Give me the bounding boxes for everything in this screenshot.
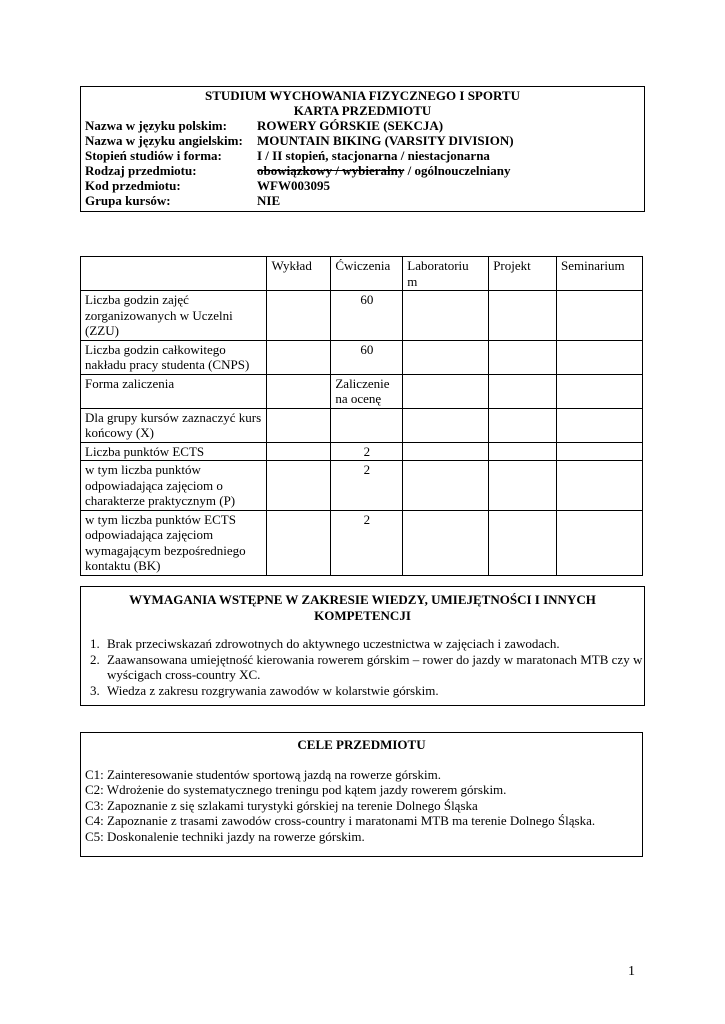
row-label: Forma zaliczenia bbox=[81, 374, 267, 408]
header-row-type bbox=[81, 163, 644, 178]
header-row-code bbox=[81, 178, 644, 193]
header-row-english-name bbox=[81, 133, 644, 148]
list-item: C3: Zapoznanie z się szlakami turystyki górskiej na terenie Dolnego Śląska bbox=[85, 797, 478, 813]
cell-cwiczenia: 2 bbox=[331, 461, 403, 511]
list-item: C4: Zapoznanie z trasami zawodów cross-country i maratonami MTB ma terenie Dolnego Śląska. bbox=[85, 813, 596, 828]
list-item: 1. Brak przeciwskazań zdrowotnych do aktywnego uczestnictwa w zajęciach i zawodach. bbox=[103, 636, 644, 652]
table-corner-cell bbox=[81, 257, 267, 291]
cell-cwiczenia: 60 bbox=[331, 340, 403, 374]
row-label: w tym liczba punktów odpowiadająca zajęciom o charakterze praktycznym (P) bbox=[81, 461, 267, 511]
cell-laboratorium bbox=[403, 461, 489, 511]
row-label: Liczba godzin całkowitego nakładu pracy studenta (CNPS) bbox=[81, 340, 267, 374]
column-header: Projekt bbox=[489, 257, 557, 291]
table-row bbox=[81, 408, 643, 442]
list-item: 3. Wiedza z zakresu rozgrywania zawodów w kolarstwie górskim. bbox=[103, 683, 644, 699]
header-value: I / II stopień, stacjonarna / niestacjonarna bbox=[257, 148, 490, 163]
cell-wyklad bbox=[267, 510, 331, 575]
list-item: C1: Zainteresowanie studentów sportową jazdą na rowerze górskim. bbox=[85, 766, 441, 782]
column-header: Laboratoriu m bbox=[403, 257, 489, 291]
cell-projekt bbox=[489, 340, 557, 374]
cell-seminarium bbox=[557, 340, 643, 374]
requirements-list bbox=[81, 636, 644, 698]
row-label: Liczba godzin zajęć zorganizowanych w Uczelni (ZZU) bbox=[81, 291, 267, 341]
column-header: Seminarium bbox=[557, 257, 643, 291]
header-value: WFW003095 bbox=[257, 178, 330, 193]
struck-value: obowiązkowy / wybieralny bbox=[257, 163, 405, 178]
cell-seminarium bbox=[557, 461, 643, 511]
cell-projekt bbox=[489, 291, 557, 341]
cell-seminarium bbox=[557, 408, 643, 442]
header-row-polish-name bbox=[81, 118, 644, 133]
row-label: Dla grupy kursów zaznaczyć kurs końcowy (X) bbox=[81, 408, 267, 442]
header-value: MOUNTAIN BIKING (VARSITY DIVISION) bbox=[257, 133, 514, 148]
table-row bbox=[81, 510, 643, 575]
header-label: Nazwa w języku polskim: bbox=[85, 118, 227, 133]
cell-laboratorium bbox=[403, 442, 489, 461]
requirements-title: WYMAGANIA WSTĘPNE W ZAKRESIE WIEDZY, UMIEJĘTNOŚCI I INNYCH KOMPETENCJI bbox=[129, 592, 596, 623]
header-label: Rodzaj przedmiotu: bbox=[85, 163, 197, 178]
header-value bbox=[257, 163, 511, 178]
cell-cwiczenia: Zaliczenie na ocenę bbox=[331, 374, 403, 408]
cell-wyklad bbox=[267, 408, 331, 442]
cell-seminarium bbox=[557, 442, 643, 461]
cell-laboratorium bbox=[403, 340, 489, 374]
header-value: ROWERY GÓRSKIE (SEKCJA) bbox=[257, 118, 444, 133]
header-row-level bbox=[81, 148, 644, 163]
goals-list bbox=[81, 767, 642, 845]
cell-projekt bbox=[489, 442, 557, 461]
cell-wyklad bbox=[267, 461, 331, 511]
cell-cwiczenia: 60 bbox=[331, 291, 403, 341]
cell-laboratorium bbox=[403, 291, 489, 341]
header-label: Stopień studiów i forma: bbox=[85, 148, 222, 163]
requirements-box bbox=[80, 586, 645, 706]
row-label: Liczba punktów ECTS bbox=[81, 442, 267, 461]
table-row bbox=[81, 442, 643, 461]
cell-seminarium bbox=[557, 510, 643, 575]
institution-title: STUDIUM WYCHOWANIA FIZYCZNEGO I SPORTU bbox=[205, 88, 520, 103]
cell-laboratorium bbox=[403, 510, 489, 575]
cell-projekt bbox=[489, 461, 557, 511]
header-row-group bbox=[81, 193, 644, 208]
list-item: C5: Doskonalenie techniki jazdy na rowerze górskim. bbox=[85, 828, 365, 844]
hours-table bbox=[80, 256, 643, 576]
document-title: KARTA PRZEDMIOTU bbox=[293, 103, 432, 118]
cell-wyklad bbox=[267, 442, 331, 461]
list-item: 2. Zaawansowana umiejętność kierowania rowerem górskim – rower do jazdy w maratonach MTB czy w wyścigach cross-country XC. bbox=[103, 652, 644, 683]
page-number: 1 bbox=[628, 964, 635, 979]
cell-projekt bbox=[489, 510, 557, 575]
table-row bbox=[81, 340, 643, 374]
course-header-box bbox=[80, 86, 645, 212]
remaining-value: / ogólnouczelniany bbox=[404, 163, 511, 178]
cell-cwiczenia bbox=[331, 408, 403, 442]
table-row bbox=[81, 461, 643, 511]
list-item: C2: Wdrożenie do systematycznego treningu pod kątem jazdy rowerem górskim. bbox=[85, 782, 507, 797]
cell-cwiczenia: 2 bbox=[331, 510, 403, 575]
row-label: w tym liczba punktów ECTS odpowiadająca zajęciom wymagającym bezpośredniego kontaktu (BK) bbox=[81, 510, 267, 575]
cell-projekt bbox=[489, 408, 557, 442]
cell-wyklad bbox=[267, 340, 331, 374]
column-header: Wykład bbox=[267, 257, 331, 291]
cell-projekt bbox=[489, 374, 557, 408]
header-label: Grupa kursów: bbox=[85, 193, 171, 208]
table-row bbox=[81, 374, 643, 408]
table-row bbox=[81, 291, 643, 341]
header-label: Nazwa w języku angielskim: bbox=[85, 133, 243, 148]
cell-laboratorium bbox=[403, 374, 489, 408]
cell-seminarium bbox=[557, 374, 643, 408]
header-label: Kod przedmiotu: bbox=[85, 178, 181, 193]
cell-wyklad bbox=[267, 374, 331, 408]
column-header: Ćwiczenia bbox=[331, 257, 403, 291]
goals-title: CELE PRZEDMIOTU bbox=[297, 737, 426, 752]
header-value: NIE bbox=[257, 193, 281, 208]
cell-wyklad bbox=[267, 291, 331, 341]
cell-cwiczenia: 2 bbox=[331, 442, 403, 461]
cell-laboratorium bbox=[403, 408, 489, 442]
table-header-row bbox=[81, 257, 643, 291]
goals-box bbox=[80, 732, 643, 857]
cell-seminarium bbox=[557, 291, 643, 341]
